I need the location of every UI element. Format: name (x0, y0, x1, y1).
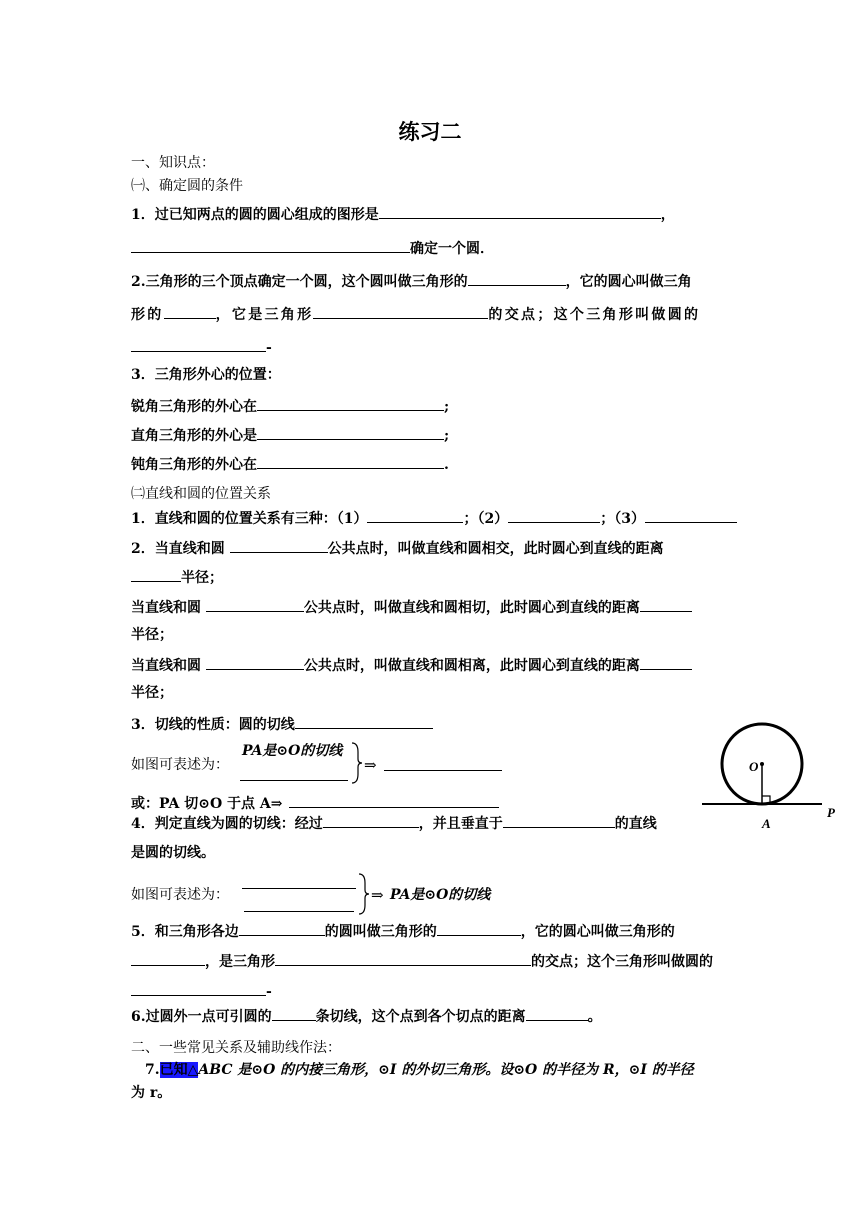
blank[interactable] (240, 766, 348, 781)
item-2-line-3: 当直线和圆 公共点时，叫做直线和圆相切，此时圆心到直线的距离 (131, 597, 692, 617)
item-5-line-1: 5．和三角形各边 的圆叫做三角形的 ，它的圆心叫做三角形的 (131, 921, 675, 941)
label-o: O (749, 759, 759, 774)
blank[interactable] (131, 238, 410, 253)
item-7-line-1: 7.已知△ABC 是⊙O 的内接三角形，⊙I 的外切三角形。设⊙O 的半径为 R，⊙I 的半径 (145, 1062, 694, 1078)
blank[interactable] (242, 888, 356, 889)
question-3-obtuse: 钝角三角形的外心在 . (131, 454, 449, 474)
item-6-line: 6.过圆外一点可引圆的 条切线，这个点到各个切点的距离 。 (131, 1006, 602, 1026)
implies-icon: ⇒ (371, 886, 384, 904)
blank[interactable] (257, 425, 444, 440)
blank[interactable] (468, 271, 566, 286)
blank[interactable] (379, 204, 661, 219)
blank[interactable] (526, 1006, 588, 1021)
blank[interactable] (131, 951, 205, 966)
item-4-line-2: 是圆的切线。 (131, 845, 215, 861)
brace-icon (350, 742, 364, 784)
blank[interactable] (367, 508, 463, 523)
blank[interactable] (239, 921, 325, 936)
blank[interactable] (437, 921, 521, 936)
section-knowledge-heading: 一、知识点： (131, 155, 215, 171)
item-4-line-1: 4．判定直线为圆的切线：经过 ，并且垂直于 的直线 (131, 813, 657, 833)
blank[interactable] (257, 454, 444, 469)
blank[interactable] (295, 714, 433, 729)
blank[interactable] (131, 337, 266, 352)
item-7-line-2: 为 r。 (131, 1085, 172, 1101)
blank[interactable] (131, 567, 181, 582)
blank[interactable] (289, 793, 499, 808)
question-3-acute: 锐角三角形的外心在 ; (131, 396, 449, 416)
blank[interactable] (164, 304, 216, 319)
brace-icon (357, 873, 371, 915)
question-1-line-2: 确定一个圆． (131, 238, 494, 258)
blank[interactable] (272, 1006, 316, 1021)
item-5-line-3: - (131, 981, 272, 1001)
item-3-figure-label: 如图可表述为： (131, 757, 229, 773)
item-2-line-4: 半径； (131, 627, 173, 643)
blank[interactable] (131, 981, 266, 996)
subsection-circle-conditions: ㈠、确定圆的条件 (131, 178, 243, 194)
center-point (760, 762, 764, 766)
item-2-line-6: 半径； (131, 685, 173, 701)
item-2-line-1: 2．当直线和圆 公共点时，叫做直线和圆相交，此时圆心到直线的距离 (131, 538, 664, 558)
item-5-line-2: ，是三角形 的交点；这个三角形叫做圆的 (131, 951, 713, 971)
blank[interactable] (508, 508, 600, 523)
implies-icon: ⇒ (364, 756, 377, 774)
item-1-line: 1．直线和圆的位置关系有三种：（1） ；（2） ；（3） (131, 508, 737, 528)
question-3-right: 直角三角形的外心是 ; (131, 425, 449, 445)
item-4-figure-label: 如图可表述为： (131, 887, 229, 903)
item-3-line: 3．切线的性质：圆的切线 (131, 714, 433, 734)
blank[interactable] (244, 911, 354, 912)
question-2-line-3: - (131, 337, 272, 357)
blank[interactable] (640, 655, 692, 670)
highlighted-text: 已知△ (159, 1062, 199, 1078)
section-relations-heading: 二、一些常见关系及辅助线作法： (131, 1040, 341, 1056)
blank[interactable] (206, 597, 304, 612)
label-p: P (827, 805, 835, 820)
blank[interactable] (230, 538, 328, 553)
blank[interactable] (257, 396, 444, 411)
blank[interactable] (206, 655, 304, 670)
subsection-line-circle: ㈡直线和圆的位置关系 (131, 486, 271, 502)
blank[interactable] (645, 508, 737, 523)
question-2-line-2: 形的 ，它是三角形 的交点；这个三角形叫做圆的 (131, 304, 700, 324)
label-a: A (762, 816, 771, 831)
question-1-line-1: 1．过已知两点的圆的圆心组成的图形是 ， (131, 204, 675, 224)
blank[interactable] (384, 756, 502, 771)
blank[interactable] (640, 597, 692, 612)
tangent-circle-figure (700, 722, 850, 834)
item-3-or-line: 或：PA 切⊙O 于点 A⇒ (131, 793, 499, 813)
question-2-line-1: 2.三角形的三个顶点确定一个圆，这个圆叫做三角形的 ，它的圆心叫做三角 (131, 271, 692, 291)
blank[interactable] (323, 813, 419, 828)
item-2-line-2: 半径； (131, 567, 223, 587)
item-3-condition: PA是⊙O的切线 (242, 743, 343, 759)
blank[interactable] (275, 951, 531, 966)
page-title: 练习二 (398, 119, 462, 144)
blank[interactable] (313, 304, 488, 319)
item-4-result: PA是⊙O的切线 (390, 887, 491, 903)
item-2-line-5: 当直线和圆 公共点时，叫做直线和圆相离，此时圆心到直线的距离 (131, 655, 692, 675)
blank[interactable] (503, 813, 615, 828)
question-3-heading: 3．三角形外心的位置： (131, 367, 281, 383)
